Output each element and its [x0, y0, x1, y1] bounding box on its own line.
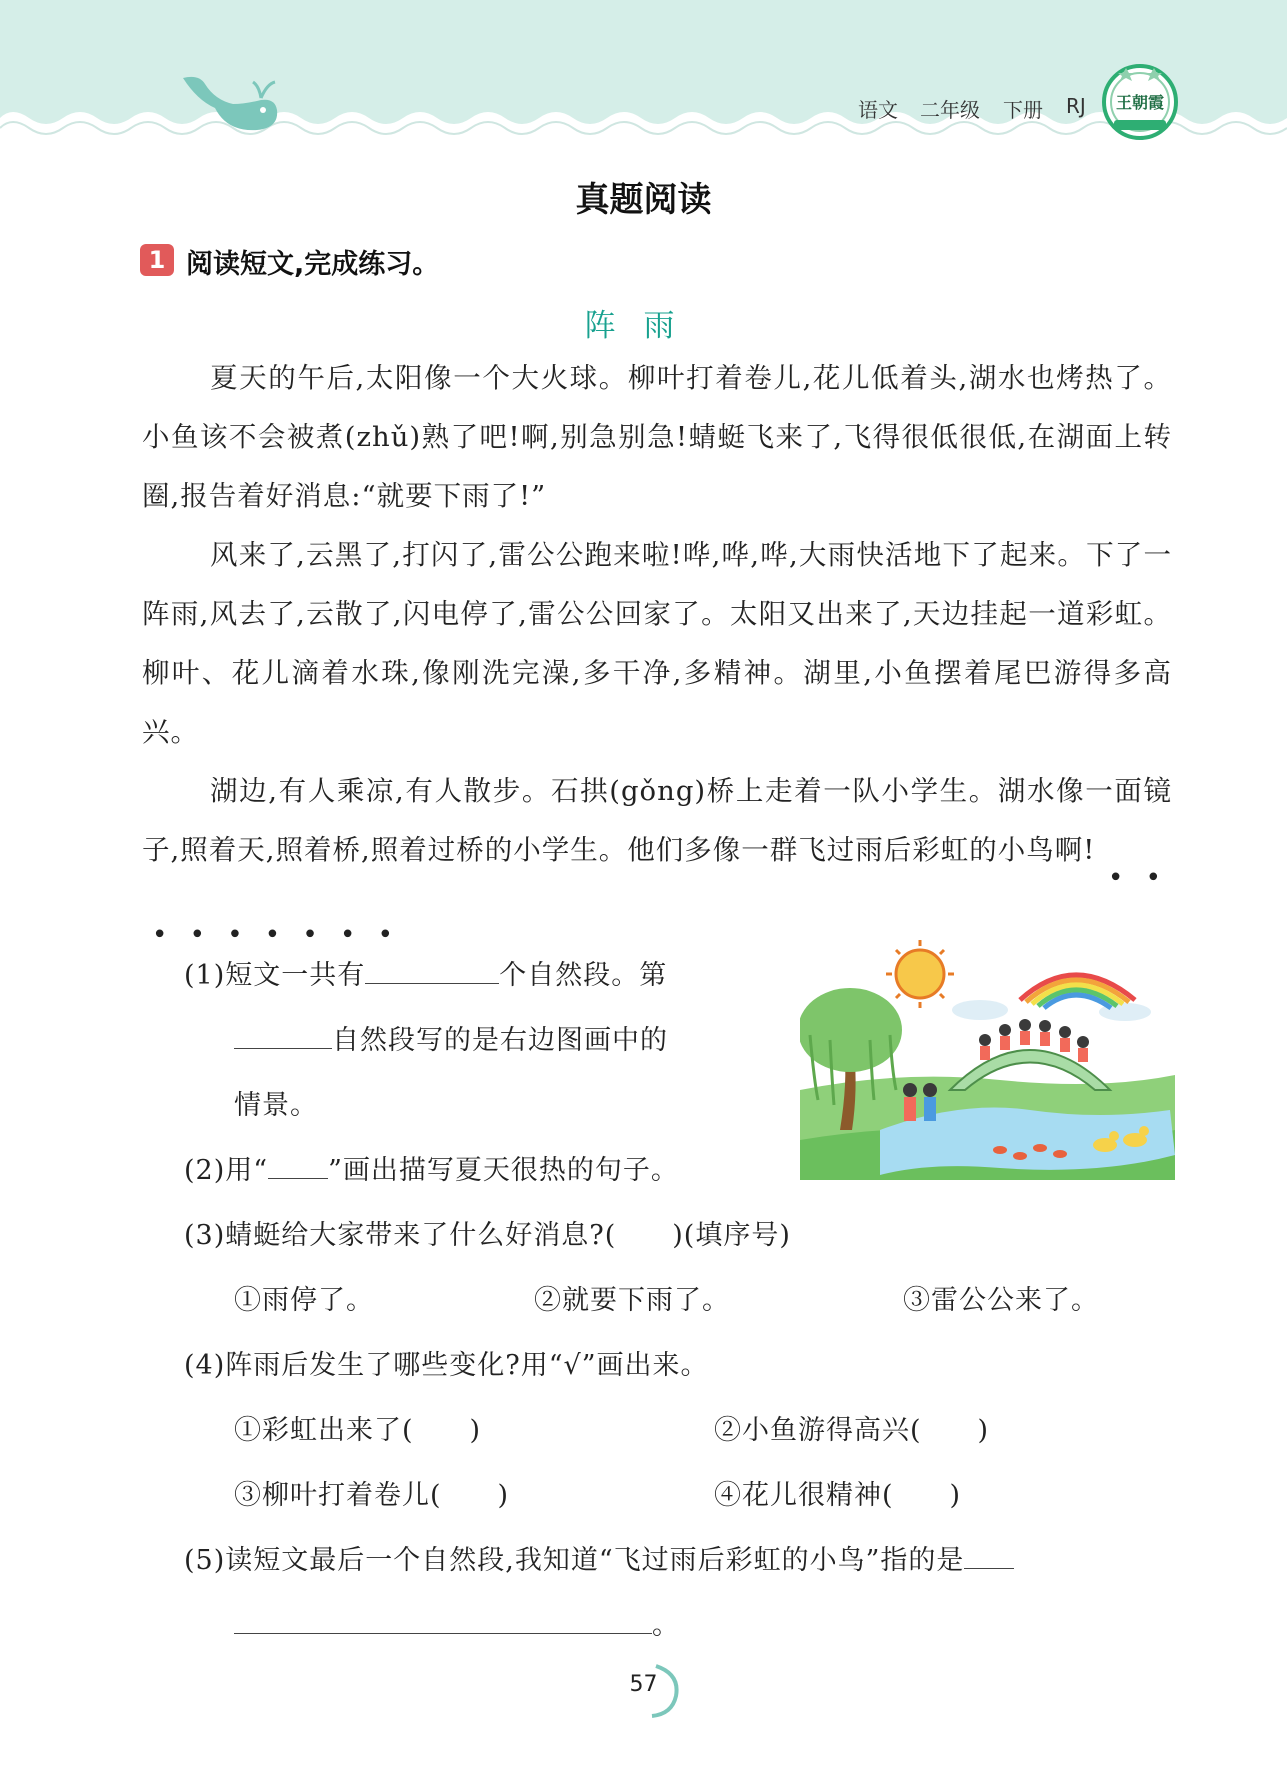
- answer-blank-paragraph-number[interactable]: [234, 1021, 332, 1049]
- answer-blank-line-mark[interactable]: [268, 1151, 328, 1179]
- whale-icon: [175, 70, 285, 140]
- exercise-3-option-1[interactable]: ①雨停了。: [234, 1285, 374, 1316]
- exercise-5-question: (5)读短文最后一个自然段,我知道“飞过雨后彩虹的小鸟”指的是: [184, 1545, 965, 1576]
- header-volume: 下册: [1003, 98, 1043, 122]
- header-grade: 二年级: [920, 98, 980, 122]
- story-paragraph-2: 风来了,云黑了,打闪了,雷公公跑来啦!哗,哗,哗,大雨快活地下了起来。下了一阵雨,风去了,云散了,闪电停了,雷公公回家了。太阳又出来了,天边挂起一道彩虹。柳叶、花儿滴着水珠,像刚洗完澡,多干净,多精神。湖里,小鱼摆着尾巴游得多高兴。: [142, 539, 1172, 748]
- exercise-4-option-1[interactable]: ①彩虹出来了( ): [234, 1415, 482, 1446]
- answer-blank-bird-meaning-a[interactable]: [964, 1541, 1014, 1569]
- story-paragraph-1: 夏天的午后,太阳像一个大火球。柳叶打着卷儿,花儿低着头,湖水也烤热了。小鱼该不会被煮(zhǔ)熟了吧!啊,别急别急!蜻蜓飞来了,飞得很低很低,在湖面上转圈,报告着好消息:“就要下雨了!”: [142, 362, 1172, 512]
- answer-blank-paragraph-count[interactable]: [365, 956, 499, 984]
- exercise-3-option-2[interactable]: ②就要下雨了。: [534, 1285, 730, 1316]
- emphasis-dots-line1: • •: [1108, 863, 1168, 893]
- question-number-badge: 1: [140, 244, 174, 276]
- brand-logo: [1100, 60, 1180, 140]
- exercise-4-option-2[interactable]: ②小鱼游得高兴( ): [714, 1415, 990, 1446]
- exercise-4-option-3[interactable]: ③柳叶打着卷儿( ): [234, 1480, 510, 1511]
- page-number: 57: [629, 1672, 658, 1697]
- exercise-5-line2: [234, 1603, 680, 1642]
- page-title: 真题阅读: [575, 180, 712, 220]
- exercise-5-end: 。: [652, 1610, 680, 1641]
- sun-icon: [886, 940, 954, 1008]
- exercise-2-part-b: ”画出描写夏天很热的句子。: [328, 1155, 679, 1186]
- exercise-1-part-c: 自然段写的是右边图画中的: [332, 1025, 668, 1056]
- exercise-4-question: (4)阵雨后发生了哪些变化?用“√”画出来。: [184, 1350, 709, 1381]
- header-subject: 语文: [858, 98, 898, 122]
- exercise-1-line: [184, 953, 667, 992]
- exercise-2-line: [184, 1148, 679, 1187]
- exercise-5-line: [184, 1538, 1014, 1577]
- scene-illustration: [800, 940, 1175, 1180]
- exercise-1-line2: [234, 1018, 668, 1057]
- story-paragraph-3: 湖边,有人乘凉,有人散步。石拱(gǒng)桥上走着一队小学生。湖水像一面镜子,照着天,照着桥,照着过桥的小学生。他们多像一群飞过雨后彩虹的小鸟啊!: [142, 775, 1172, 866]
- exercise-1-part-b: 个自然段。第: [499, 960, 668, 991]
- story-title: 阵雨: [584, 308, 703, 344]
- exercise-3-question: (3)蜻蜓给大家带来了什么好消息?( )(填序号): [184, 1220, 791, 1251]
- exercise-3-option-3[interactable]: ③雷公公来了。: [903, 1285, 1099, 1316]
- exercise-4-option-4[interactable]: ④花儿很精神( ): [714, 1480, 962, 1511]
- exercise-2-part-a: (2)用“: [184, 1155, 269, 1186]
- exercise-1-part-d: 情景。: [234, 1090, 318, 1121]
- answer-blank-bird-meaning-b[interactable]: [234, 1606, 652, 1634]
- exercise-1-part-a: (1)短文一共有: [184, 960, 366, 991]
- emphasis-dots-line2: • • • • • • •: [152, 920, 400, 950]
- header-edition: RJ: [1066, 94, 1086, 118]
- logo-text: 王朝霞: [1115, 93, 1164, 112]
- question-instruction: 阅读短文,完成练习。: [186, 249, 440, 280]
